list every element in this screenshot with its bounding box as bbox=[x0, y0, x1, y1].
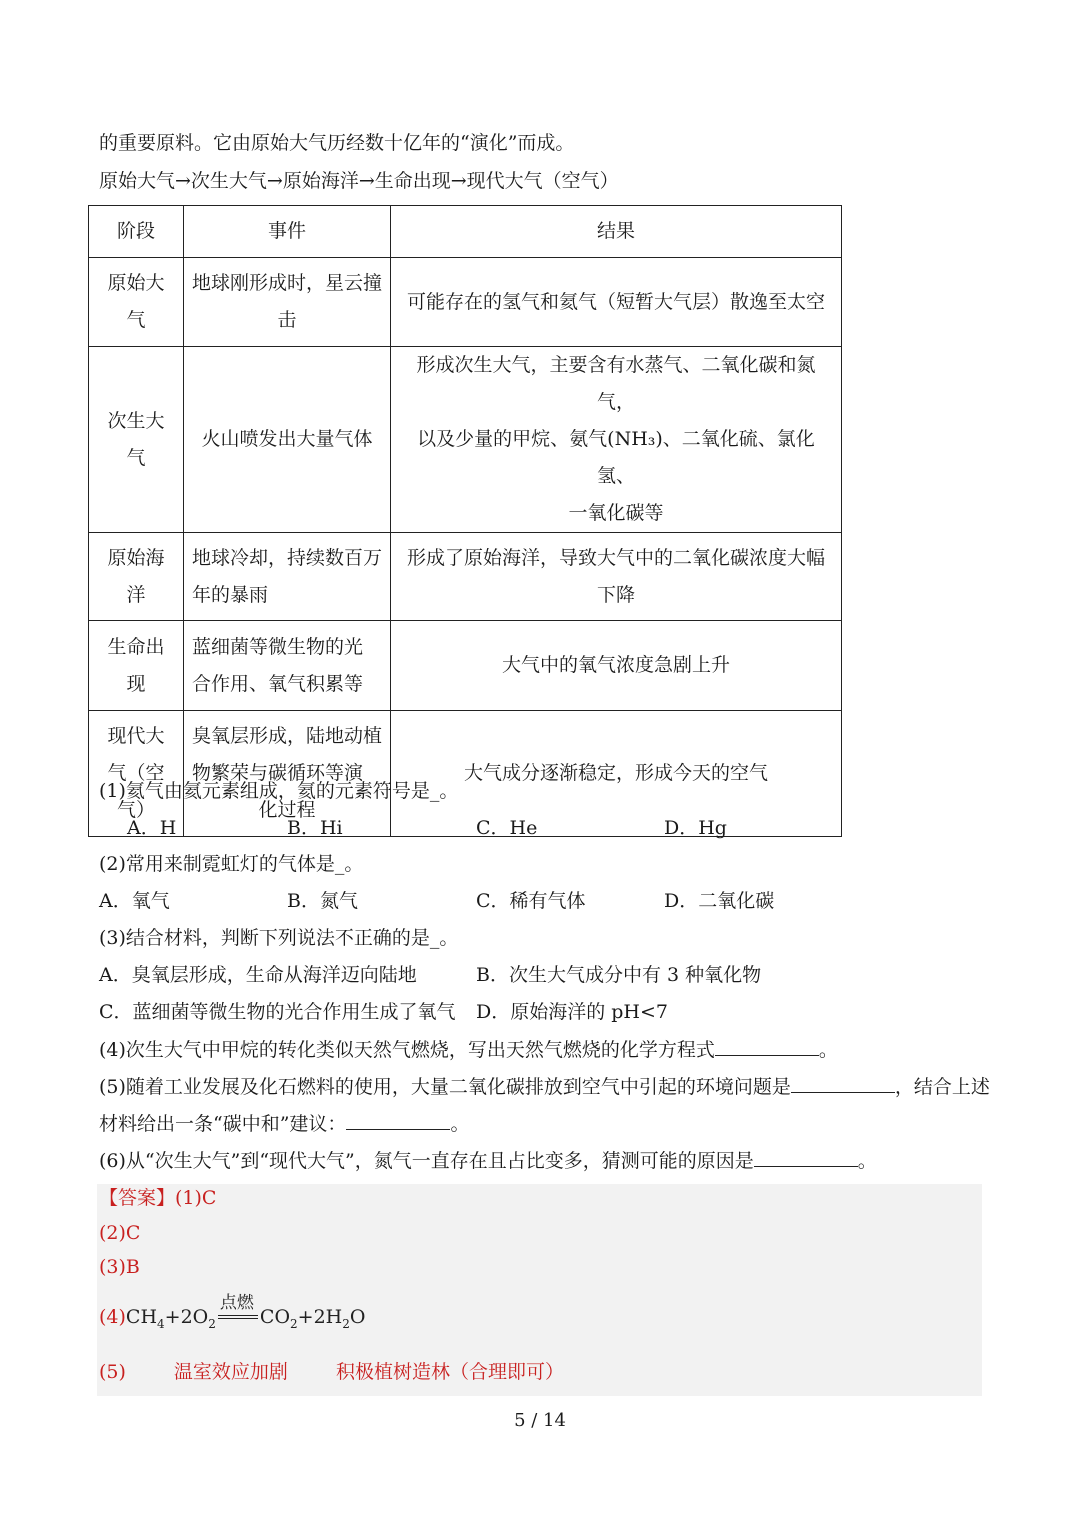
stage-cell: 原始海 洋 bbox=[89, 533, 184, 621]
answer-1: 【答案】(1)C bbox=[99, 1187, 217, 1209]
event-cell: 地球冷却，持续数百万 年的暴雨 bbox=[184, 533, 391, 621]
q3-option-a: A．臭氧层形成，生命从海洋迈向陆地 bbox=[99, 964, 417, 986]
header-stage: 阶段 bbox=[89, 206, 184, 258]
result-cell: 可能存在的氢气和氦气（短暂大气层）散逸至太空 bbox=[391, 258, 842, 347]
stage-cell: 原始大 气 bbox=[89, 258, 184, 347]
q1-option-b: B．Hi bbox=[287, 817, 343, 839]
combustion-equation: $CH_4+2O_2$ 点燃 $CO_2+2H_2O$ bbox=[125, 1293, 366, 1331]
q3-option-b: B．次生大气成分中有 3 种氧化物 bbox=[476, 964, 762, 986]
stage-cell: 生命出 现 bbox=[89, 621, 184, 711]
header-result: 结果 bbox=[391, 206, 842, 258]
event-cell: 臭氧层形成，陆地动植 物繁荣与碳循环等演 化过程 bbox=[184, 711, 391, 837]
q2-option-c: C．稀有气体 bbox=[476, 890, 586, 912]
result-cell: 形成次生大气，主要含有水蒸气、二氧化碳和氮气， 以及少量的甲烷、氨气(NH₃)、二氧化硫、氯化氢、 一氧化碳等 bbox=[391, 347, 842, 533]
table-row bbox=[89, 347, 842, 533]
q1-option-c: C．He bbox=[476, 817, 538, 839]
header-event: 事件 bbox=[184, 206, 391, 258]
table-row bbox=[89, 621, 842, 711]
q2-option-a: A．氧气 bbox=[99, 890, 170, 912]
q2-option-d: D．二氧化碳 bbox=[664, 890, 775, 912]
table-row bbox=[89, 533, 842, 621]
question-5-line-1: (5)随着工业发展及化石燃料的使用，大量二氧化碳排放到空气中引起的环境问题是 ，结合上述 bbox=[99, 1076, 990, 1098]
answer-3: (3)B bbox=[99, 1256, 140, 1278]
q3-option-d: D．原始海洋的 pH<7 bbox=[476, 1001, 669, 1023]
stage-cell: 次生大 气 bbox=[89, 347, 184, 533]
event-cell: 蓝细菌等微生物的光 合作用、氧气积累等 bbox=[184, 621, 391, 711]
intro-line-2: 原始大气→次生大气→原始海洋→生命出现→现代大气（空气） bbox=[99, 170, 619, 192]
answer-blank bbox=[715, 1037, 819, 1056]
question-3: (3)结合材料，判断下列说法不正确的是_。 bbox=[99, 927, 459, 949]
question-1: (1)氦气由氦元素组成，氦的元素符号是_。 bbox=[99, 780, 459, 802]
result-cell: 形成了原始海洋，导致大气中的二氧化碳浓度大幅 下降 bbox=[391, 533, 842, 621]
answer-2: (2)C bbox=[99, 1222, 141, 1244]
page-number: 5 / 14 bbox=[514, 1410, 566, 1431]
question-4: (4)次生大气中甲烷的转化类似天然气燃烧，写出天然气燃烧的化学方程式 。 bbox=[99, 1039, 838, 1061]
question-5-line-2: 材料给出一条“碳中和”建议： 。 bbox=[99, 1113, 470, 1135]
answer-5: (5) 温室效应加剧 积极植树造林（合理即可） bbox=[99, 1361, 564, 1383]
result-cell: 大气中的氧气浓度急剧上升 bbox=[391, 621, 842, 711]
intro-line-1: 的重要原料。它由原始大气历经数十亿年的“演化”而成。 bbox=[99, 132, 575, 154]
table-row bbox=[89, 711, 842, 837]
evolution-table bbox=[88, 205, 842, 837]
table-row bbox=[89, 258, 842, 347]
answer-blank bbox=[754, 1148, 858, 1167]
event-cell: 火山喷发出大量气体 bbox=[184, 347, 391, 533]
question-6: (6)从“次生大气”到“现代大气”，氮气一直存在且占比变多，猜测可能的原因是 。 bbox=[99, 1150, 877, 1172]
reaction-condition: 点燃 bbox=[218, 1309, 258, 1327]
q3-option-c: C．蓝细菌等微生物的光合作用生成了氧气 bbox=[99, 1001, 456, 1023]
answer-blank bbox=[346, 1111, 450, 1130]
result-cell: 大气成分逐渐稳定，形成今天的空气 bbox=[391, 711, 842, 837]
table-header-row bbox=[89, 206, 842, 258]
q1-option-a: A．H bbox=[127, 817, 177, 839]
q2-option-b: B．氮气 bbox=[287, 890, 358, 912]
answer-blank bbox=[791, 1074, 895, 1093]
question-2: (2)常用来制霓虹灯的气体是_。 bbox=[99, 853, 364, 875]
q1-option-d: D．Hg bbox=[664, 817, 727, 839]
answer-4: $(4)CH_4+2O_2$ 点燃 $CO_2+2H_2O$ bbox=[99, 1293, 366, 1331]
event-cell: 地球刚形成时，星云撞 击 bbox=[184, 258, 391, 347]
stage-cell: 现代大 气（空 气） bbox=[89, 711, 184, 837]
